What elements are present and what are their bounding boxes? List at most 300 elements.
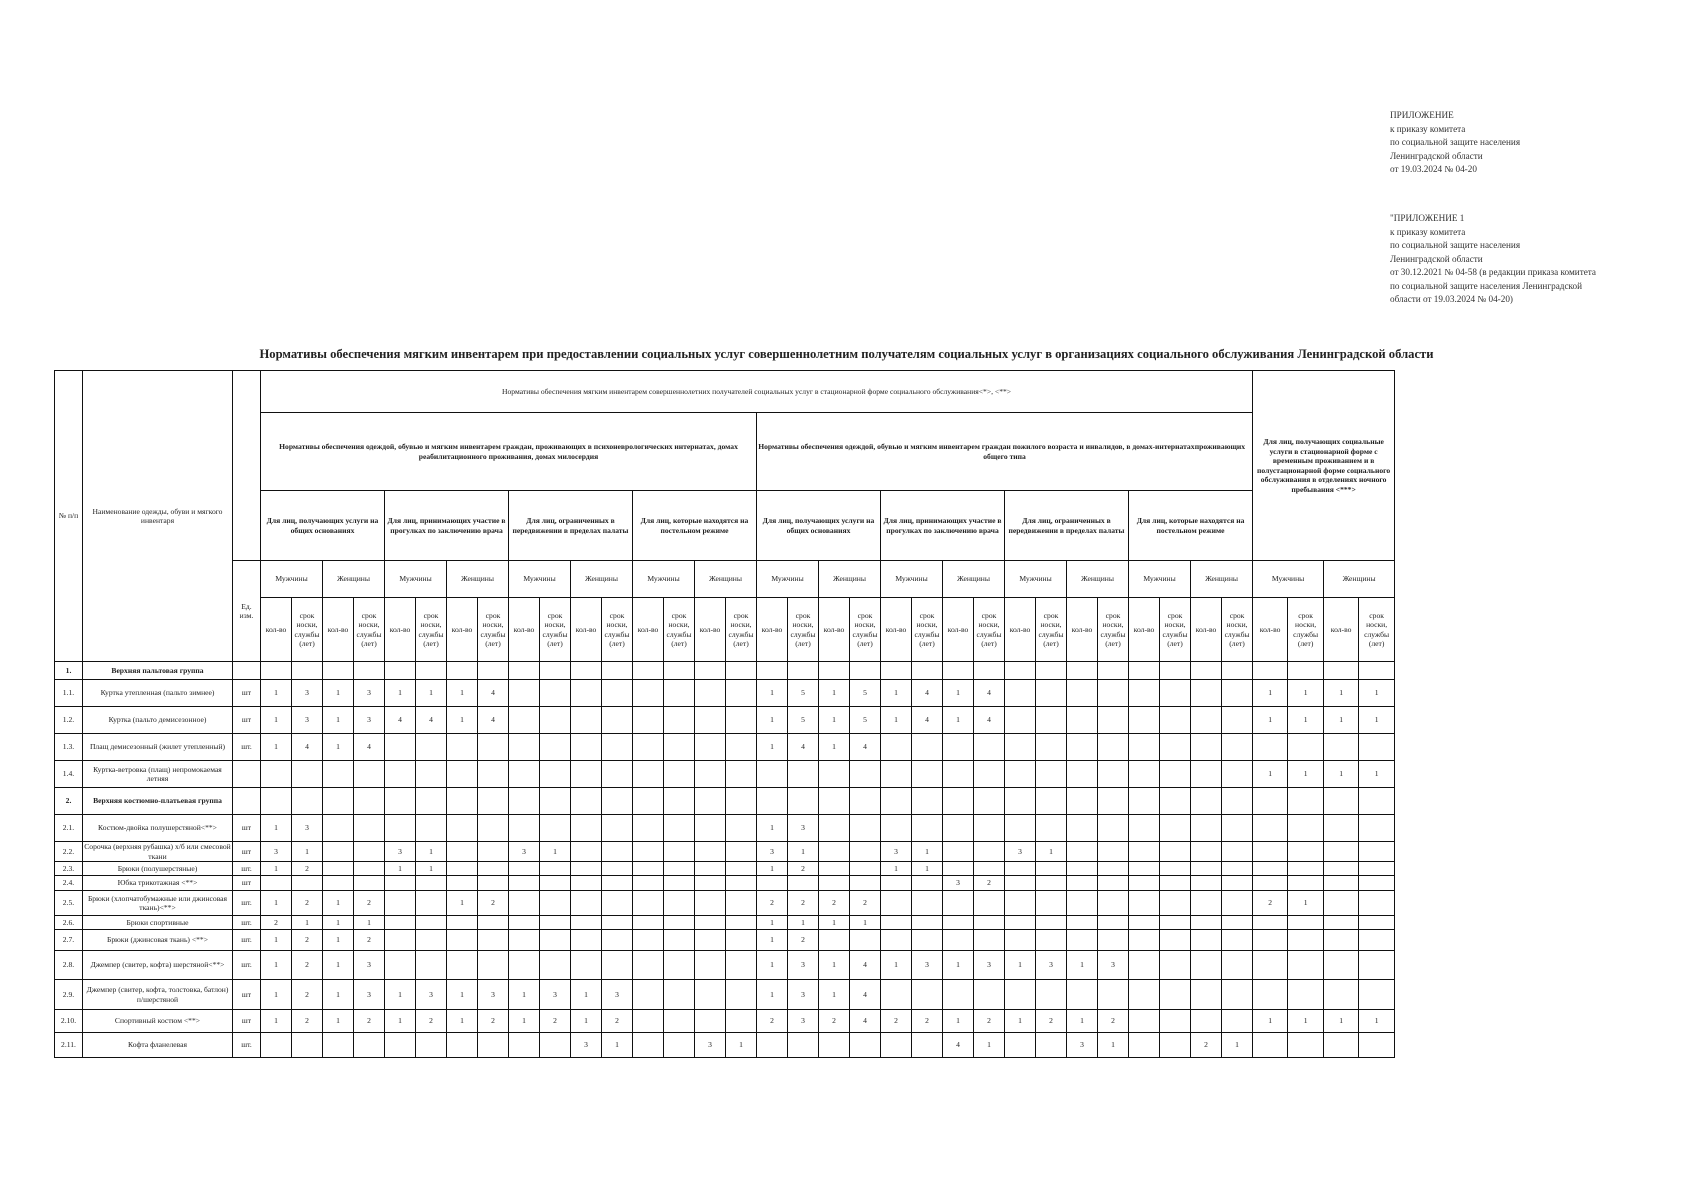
value-cell [478,815,509,842]
value-cell [664,788,695,815]
value-cell: 1 [850,916,881,930]
value-cell: 1 [354,916,385,930]
value-cell: 1 [261,815,292,842]
value-cell [354,662,385,680]
value-cell [974,930,1005,951]
value-cell [1036,980,1067,1010]
value-cell [1191,761,1222,788]
value-cell [1191,862,1222,876]
value-cell: 2 [1036,1010,1067,1033]
value-cell [633,980,664,1010]
value-cell [571,930,602,951]
value-cell [354,815,385,842]
value-cell: 1 [323,680,354,707]
header-stationary: Нормативы обеспечения мягким инвентарем совершеннолетних получателей социальных услуг в стационарной форме социального обслуживания<*>, <**> [261,371,1253,413]
value-cell [850,842,881,862]
value-cell: 1 [385,680,416,707]
value-cell: 1 [385,1010,416,1033]
value-cell: 3 [354,951,385,980]
value-cell: 3 [788,951,819,980]
value-cell: 3 [974,951,1005,980]
value-cell [416,788,447,815]
value-cell: 3 [788,1010,819,1033]
value-cell [1359,862,1395,876]
value-cell [1067,980,1098,1010]
value-cell: 2 [478,891,509,916]
value-cell [1191,951,1222,980]
row-number: 2.4. [55,876,83,891]
value-cell: 1 [819,916,850,930]
value-cell: 1 [1288,680,1324,707]
value-cell: 4 [850,734,881,761]
value-cell [1191,662,1222,680]
header-qty: кол-во [385,598,416,662]
value-cell [881,761,912,788]
value-cell [1036,862,1067,876]
value-cell [1098,734,1129,761]
value-cell [571,761,602,788]
value-cell [757,662,788,680]
header-term: срок носки, службы (лет) [292,598,323,662]
value-cell [1222,842,1253,862]
value-cell [447,842,478,862]
value-cell [664,916,695,930]
value-cell [1222,916,1253,930]
value-cell [695,930,726,951]
value-cell [509,815,540,842]
value-cell [1324,951,1359,980]
value-cell [385,951,416,980]
value-cell: 1 [323,930,354,951]
value-cell [478,876,509,891]
value-cell: 3 [695,1033,726,1058]
value-cell [1222,1010,1253,1033]
value-cell: 2 [354,891,385,916]
value-cell [478,788,509,815]
value-cell [974,788,1005,815]
value-cell [1005,680,1036,707]
value-cell: 1 [819,951,850,980]
value-cell [850,1033,881,1058]
header-qty: кол-во [1191,598,1222,662]
value-cell [819,662,850,680]
table-row [55,891,1395,916]
value-cell: 4 [788,734,819,761]
value-cell: 1 [509,980,540,1010]
value-cell [1160,876,1191,891]
value-cell [1222,707,1253,734]
value-cell [1098,788,1129,815]
value-cell [1324,842,1359,862]
value-cell [664,761,695,788]
value-cell [726,680,757,707]
value-cell [261,761,292,788]
row-unit: шт. [233,734,261,761]
value-cell [726,662,757,680]
value-cell [633,891,664,916]
value-cell [416,761,447,788]
value-cell [1359,951,1395,980]
value-cell [943,930,974,951]
value-cell [912,734,943,761]
value-cell [1036,788,1067,815]
appendix-line: к приказу комитета [1390,226,1466,237]
value-cell: 1 [757,734,788,761]
value-cell [788,761,819,788]
row-number: 2.10. [55,1010,83,1033]
value-cell [1160,815,1191,842]
value-cell [1067,761,1098,788]
value-cell [1005,930,1036,951]
value-cell: 2 [788,862,819,876]
value-cell [261,662,292,680]
value-cell [540,862,571,876]
value-cell [1098,815,1129,842]
value-cell [1005,891,1036,916]
value-cell [1098,761,1129,788]
value-cell [1098,876,1129,891]
value-cell [943,862,974,876]
value-cell: 1 [1253,1010,1288,1033]
value-cell: 2 [540,1010,571,1033]
appendix-line: по социальной защите населения [1390,240,1521,250]
value-cell [1129,891,1160,916]
value-cell [974,891,1005,916]
value-cell [509,680,540,707]
value-cell: 1 [1253,707,1288,734]
value-cell [1160,788,1191,815]
value-cell: 2 [292,862,323,876]
value-cell [1288,916,1324,930]
value-cell [323,662,354,680]
value-cell [1160,891,1191,916]
value-cell [633,1010,664,1033]
header-qty: кол-во [447,598,478,662]
header-category: Для лиц, ограниченных в передвижении в пределах палаты [509,491,633,561]
value-cell [571,891,602,916]
value-cell [1098,862,1129,876]
value-cell [1191,930,1222,951]
value-cell [633,734,664,761]
value-cell [1253,815,1288,842]
value-cell [912,916,943,930]
header-qty: кол-во [571,598,602,662]
value-cell [1191,876,1222,891]
value-cell: 1 [1005,951,1036,980]
row-number: 2.8. [55,951,83,980]
value-cell: 1 [757,930,788,951]
value-cell [664,951,695,980]
value-cell: 1 [323,891,354,916]
value-cell: 1 [881,951,912,980]
value-cell [912,930,943,951]
value-cell [323,1033,354,1058]
value-cell [664,734,695,761]
header-term: срок носки, службы (лет) [1288,598,1324,662]
value-cell [1129,788,1160,815]
header-term: срок носки, службы (лет) [1036,598,1067,662]
value-cell [540,707,571,734]
value-cell: 3 [1036,951,1067,980]
value-cell [1098,930,1129,951]
value-cell [1222,662,1253,680]
header-term: срок носки, службы (лет) [478,598,509,662]
value-cell [850,930,881,951]
value-cell [1129,680,1160,707]
value-cell: 1 [447,891,478,916]
value-cell: 1 [540,842,571,862]
value-cell: 2 [261,916,292,930]
value-cell: 2 [292,980,323,1010]
table-row [55,680,1395,707]
row-item-name: Юбка трикотажная <**> [83,876,233,891]
value-cell [1098,707,1129,734]
value-cell: 3 [788,980,819,1010]
value-cell [726,815,757,842]
value-cell: 1 [602,1033,633,1058]
value-cell: 1 [757,916,788,930]
value-cell [1129,761,1160,788]
value-cell: 1 [323,980,354,1010]
value-cell: 1 [757,862,788,876]
value-cell [943,761,974,788]
value-cell [1288,815,1324,842]
value-cell [478,951,509,980]
value-cell [974,916,1005,930]
value-cell: 4 [974,707,1005,734]
value-cell [602,788,633,815]
row-item-name: Брюки (хлопчатобумажные или джинсовая ткань)<**> [83,891,233,916]
row-number: 2.7. [55,930,83,951]
value-cell [385,891,416,916]
value-cell [943,734,974,761]
appendix-line: области от 19.03.2024 № 04-20) [1390,294,1513,304]
header-qty: кол-во [1129,598,1160,662]
value-cell: 1 [292,916,323,930]
row-unit: шт [233,876,261,891]
value-cell [323,761,354,788]
value-cell [1098,980,1129,1010]
value-cell [1067,815,1098,842]
value-cell: 1 [1359,1010,1395,1033]
value-cell [1129,980,1160,1010]
value-cell [1160,930,1191,951]
value-cell [323,876,354,891]
value-cell [1005,707,1036,734]
value-cell [292,1033,323,1058]
value-cell [1129,930,1160,951]
value-cell [1067,662,1098,680]
header-term: срок носки, службы (лет) [974,598,1005,662]
row-item-name: Сорочка (верхняя рубашка) х/б или смесовой ткани [84,842,231,861]
header-qty: кол-во [509,598,540,662]
header-term: срок носки, службы (лет) [664,598,695,662]
value-cell [788,788,819,815]
value-cell: 2 [354,1010,385,1033]
value-cell [1222,980,1253,1010]
value-cell: 3 [571,1033,602,1058]
value-cell: 2 [1098,1010,1129,1033]
value-cell: 1 [416,842,447,862]
value-cell: 3 [354,707,385,734]
value-cell [447,1033,478,1058]
value-cell [1098,916,1129,930]
value-cell [509,916,540,930]
value-cell [1324,1033,1359,1058]
value-cell [1324,862,1359,876]
value-cell [881,916,912,930]
row-item-name: Куртка утепленная (пальто зимнее) [83,680,233,707]
value-cell: 5 [788,707,819,734]
row-number: 2.1. [55,815,83,842]
value-cell [509,1033,540,1058]
value-cell: 1 [881,707,912,734]
value-cell: 1 [726,1033,757,1058]
value-cell [881,815,912,842]
row-number: 1. [55,662,83,680]
value-cell [788,1033,819,1058]
value-cell [602,951,633,980]
value-cell [1191,891,1222,916]
value-cell: 1 [292,842,323,862]
value-cell [943,980,974,1010]
value-cell [664,876,695,891]
value-cell [819,761,850,788]
value-cell: 1 [447,980,478,1010]
value-cell [695,842,726,862]
value-cell [354,1033,385,1058]
value-cell [416,815,447,842]
value-cell: 4 [292,734,323,761]
value-cell [1222,951,1253,980]
value-cell [292,662,323,680]
value-cell [726,761,757,788]
header-qty: кол-во [1067,598,1098,662]
value-cell [664,1033,695,1058]
value-cell [633,662,664,680]
value-cell [726,891,757,916]
value-cell: 1 [261,862,292,876]
header-qty: кол-во [323,598,354,662]
value-cell [1129,916,1160,930]
header-men: Мужчины [1129,561,1191,598]
value-cell [1324,815,1359,842]
value-cell [571,862,602,876]
value-cell: 3 [292,707,323,734]
value-cell: 1 [323,1010,354,1033]
header-name: Наименование одежды, обуви и мягкого инвентаря [83,371,233,662]
value-cell: 3 [943,876,974,891]
appendix-line: "ПРИЛОЖЕНИЕ 1 [1390,213,1465,223]
value-cell [416,916,447,930]
table-row [55,862,1395,876]
value-cell [1222,876,1253,891]
value-cell [571,951,602,980]
value-cell: 1 [261,734,292,761]
value-cell [1288,842,1324,862]
row-unit: шт. [233,862,261,876]
header-num: № п/п [55,371,83,662]
value-cell [1288,662,1324,680]
value-cell [1222,815,1253,842]
value-cell [974,862,1005,876]
value-cell [1288,930,1324,951]
value-cell [602,930,633,951]
value-cell [292,876,323,891]
header-women: Женщины [1067,561,1129,598]
value-cell [1253,1033,1288,1058]
value-cell [447,930,478,951]
value-cell [1191,707,1222,734]
value-cell [695,862,726,876]
header-qty: кол-во [1005,598,1036,662]
value-cell [943,815,974,842]
value-cell [1129,734,1160,761]
header-qty: кол-во [1324,598,1359,662]
value-cell [1160,842,1191,862]
header-term: срок носки, службы (лет) [354,598,385,662]
value-cell [571,916,602,930]
value-cell [1359,980,1395,1010]
value-cell: 1 [416,680,447,707]
value-cell [540,788,571,815]
value-cell [602,680,633,707]
value-cell [261,1033,292,1058]
value-cell [509,761,540,788]
value-cell [1005,662,1036,680]
value-cell [478,862,509,876]
value-cell [1036,662,1067,680]
value-cell [1359,734,1395,761]
value-cell [1160,761,1191,788]
value-cell [509,930,540,951]
value-cell [1067,734,1098,761]
value-cell [385,876,416,891]
value-cell [1067,707,1098,734]
value-cell [540,951,571,980]
value-cell: 1 [509,1010,540,1033]
value-cell [354,876,385,891]
value-cell [664,930,695,951]
header-women: Женщины [1324,561,1395,598]
value-cell [974,662,1005,680]
value-cell [540,662,571,680]
value-cell [912,761,943,788]
value-cell [1253,842,1288,862]
value-cell [1036,876,1067,891]
value-cell [695,707,726,734]
value-cell [540,876,571,891]
value-cell [726,980,757,1010]
value-cell [509,951,540,980]
value-cell [1324,916,1359,930]
value-cell: 1 [881,680,912,707]
appendix-line: ПРИЛОЖЕНИЕ [1390,110,1454,120]
value-cell [1324,734,1359,761]
value-cell [912,815,943,842]
value-cell: 1 [819,680,850,707]
appendix-line: от 30.12.2021 № 04-58 (в редакции приказа комитета [1390,267,1597,277]
value-cell [1222,761,1253,788]
value-cell: 2 [881,1010,912,1033]
value-cell [881,788,912,815]
row-unit: шт [233,815,261,842]
value-cell: 1 [1288,1010,1324,1033]
value-cell: 4 [478,707,509,734]
value-cell: 1 [261,980,292,1010]
header-term: срок носки, службы (лет) [1222,598,1253,662]
value-cell [850,862,881,876]
